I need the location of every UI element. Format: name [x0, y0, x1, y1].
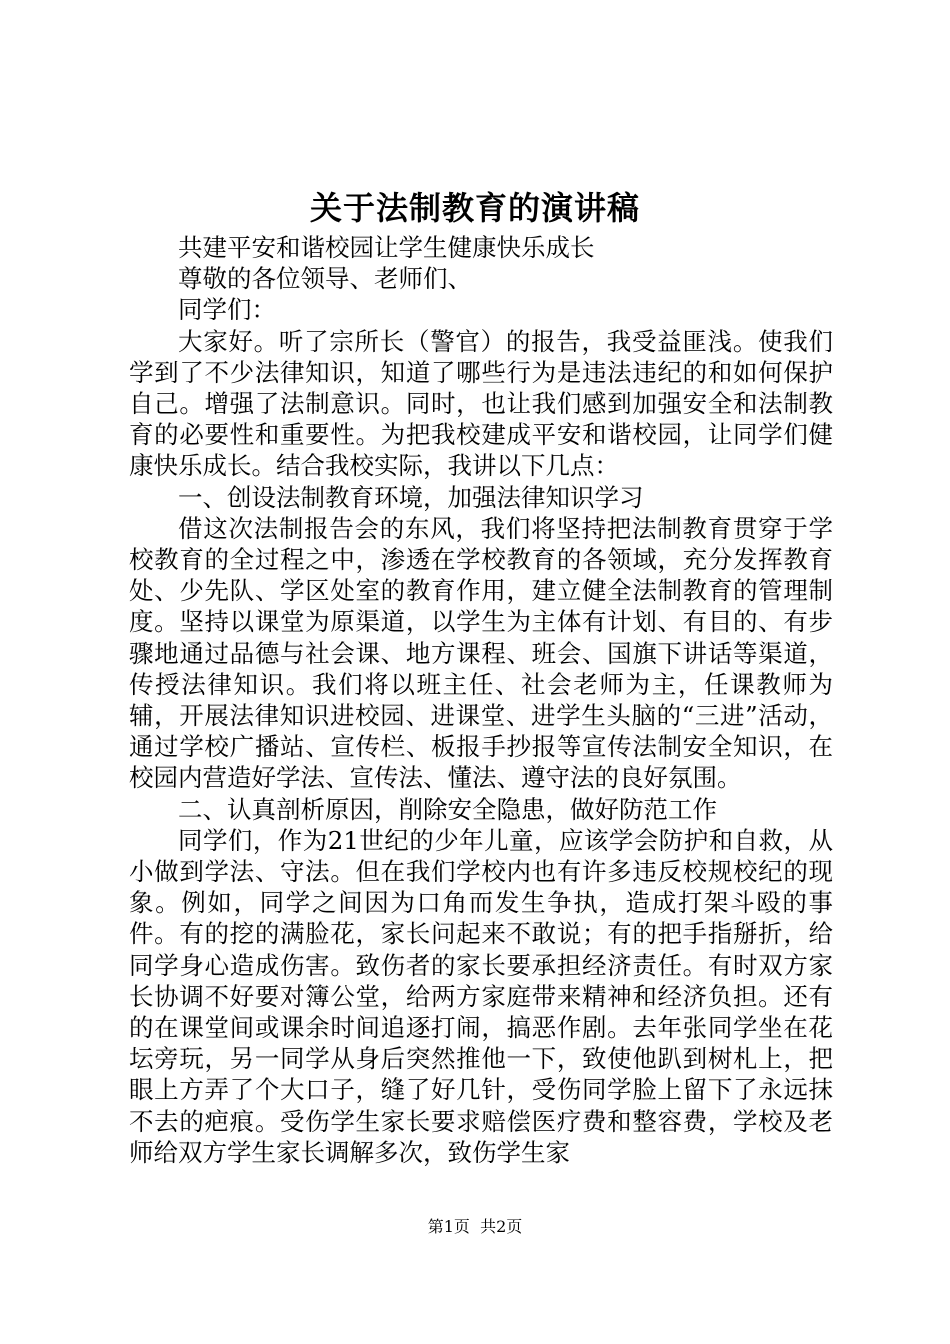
document-title: 关于法制教育的演讲稿 — [309, 189, 640, 227]
page-total: 共2页 — [480, 1217, 523, 1236]
paragraph-section-2: 同学们，作为21世纪的少年儿童，应该学会防护和自救，从小做到学法、守法。但在我们学校内也有许多违反校规校纪的现象。例如，同学之间因为口角而发生争执，造成打架斗殴的事件。有的挖的满脸花，家长问起来不敢说；有的把手指掰折，给同学身心造成伤害。致伤者的家长要承担经济责任。有时双方家长协调不好要对簿公堂，给两方家庭带来精神和经济负担。还有的在课堂间或课余时间追逐打闹，搞恶作剧。去年张同学坐在花坛旁玩，另一同学从身后突然推他一下，致使他趴到树札上，把眼上方弄了个大口子，缝了好几针，受伤同学脸上留下了永远抹不去的疤痕。受伤学生家长要求赔偿医疗费和整容费，学校及老师给双方学生家长调解多次，致伤学生家 — [129, 825, 833, 1167]
page-number: 第1页 — [427, 1217, 470, 1236]
paragraph-intro: 大家好。听了宗所长（警官）的报告，我受益匪浅。使我们学到了不少法律知识，知道了哪些行为是违法违纪的和如何保护自己。增强了法制意识。同时，也让我们感到加强安全和法制教育的必要性和重要性。为把我校建成平安和谐校园，让同学们健康快乐成长。结合我校实际，我讲以下几点： — [129, 326, 833, 481]
paragraph-section-1: 借这次法制报告会的东风，我们将坚持把法制教育贯穿于学校教育的全过程之中，渗透在学校教育的各领域，充分发挥教育处、少先队、学区处室的教育作用，建立健全法制教育的管理制度。坚持以课堂为原渠道，以学生为主体有计划、有目的、有步骤地通过品德与社会课、地方课程、班会、国旗下讲话等渠道，传授法律知识。我们将以班主任、社会老师为主，任课教师为辅，开展法律知识进校园、进课堂、进学生头脑的“三进”活动，通过学校广播站、宣传栏、板报手抄报等宣传法制安全知识，在校园内营造好学法、宣传法、懂法、遵守法的良好氛围。 — [129, 513, 833, 793]
section-heading-2: 二、认真剖析原因，削除安全隐患，做好防范工作 — [178, 794, 717, 824]
section-heading-1: 一、创设法制教育环境，加强法律知识学习 — [178, 482, 644, 512]
paragraph-salutation: 尊敬的各位领导、老师们、 — [178, 264, 472, 294]
page-footer — [0, 1216, 950, 1238]
paragraph-salutation-students: 同学们： — [178, 295, 276, 325]
paragraph-subtitle: 共建平安和谐校园让学生健康快乐成长 — [178, 233, 595, 262]
document-body — [129, 232, 833, 1168]
